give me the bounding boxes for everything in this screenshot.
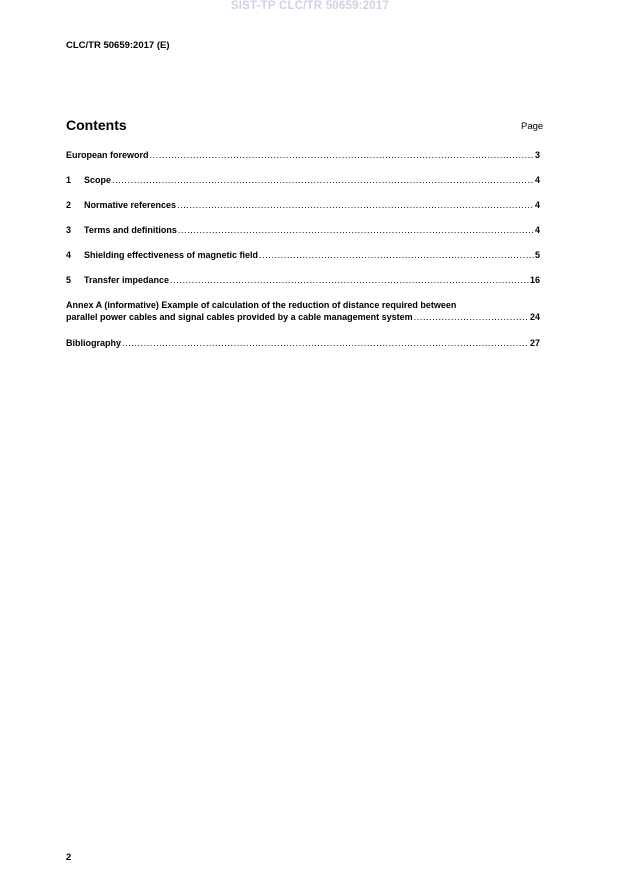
page-column-label: Page (521, 121, 544, 132)
toc-entry-terms-and-definitions[interactable] (66, 224, 540, 236)
toc-entry-title-line1: Annex A (informative) Example of calculation of the reduction of distance required between (66, 300, 457, 310)
toc-entry-bibliography[interactable] (66, 337, 540, 349)
contents-heading: Contents (66, 117, 127, 133)
dot-leader (170, 274, 529, 286)
document-identifier: CLC/TR 50659:2017 (E) (66, 40, 170, 51)
toc-entry-shielding-effectiveness[interactable] (66, 249, 540, 261)
toc-entry-number: 5 (66, 275, 72, 285)
toc-entry-annex-a[interactable] (66, 299, 540, 323)
dot-leader (150, 149, 534, 161)
toc-entry-title: Scope (84, 175, 112, 185)
watermark: SIST-TP CLC/TR 50659:2017 (230, 0, 390, 12)
toc-entry-number: 2 (66, 200, 72, 210)
toc-entry-number: 4 (66, 250, 72, 260)
toc-entry-title: Transfer impedance (84, 275, 170, 285)
dot-leader (178, 224, 534, 236)
toc-entry-transfer-impedance[interactable] (66, 274, 540, 286)
dot-leader (414, 311, 529, 323)
toc-entry-title: Terms and definitions (84, 225, 177, 235)
toc-entry-number: 1 (66, 175, 72, 185)
dot-leader (177, 199, 534, 211)
toc-entry-page: 3 (534, 150, 540, 160)
toc-entry-page: 16 (529, 275, 540, 285)
toc-entry-normative-references[interactable] (66, 199, 540, 211)
page-number: 2 (66, 852, 72, 863)
toc-entry-title: parallel power cables and signal cables provided by a cable management system (66, 312, 413, 322)
toc-entry-title: Bibliography (66, 338, 122, 348)
toc-entry-page: 4 (534, 225, 540, 235)
toc-entry-title: Shielding effectiveness of magnetic field (84, 250, 259, 260)
dot-leader (112, 174, 534, 186)
toc-entry-page: 27 (529, 338, 540, 348)
dot-leader (122, 337, 529, 349)
toc-entry-number: 3 (66, 225, 72, 235)
toc-entry-page: 4 (534, 175, 540, 185)
toc-entry-page: 4 (534, 200, 540, 210)
dot-leader (259, 249, 534, 261)
toc-entry-title: European foreword (66, 150, 149, 160)
toc-entry-title: Normative references (84, 200, 177, 210)
toc-entry-european-foreword[interactable] (66, 149, 540, 161)
toc-entry-scope[interactable] (66, 174, 540, 186)
toc-entry-page: 24 (529, 312, 540, 322)
toc-entry-page: 5 (534, 250, 540, 260)
